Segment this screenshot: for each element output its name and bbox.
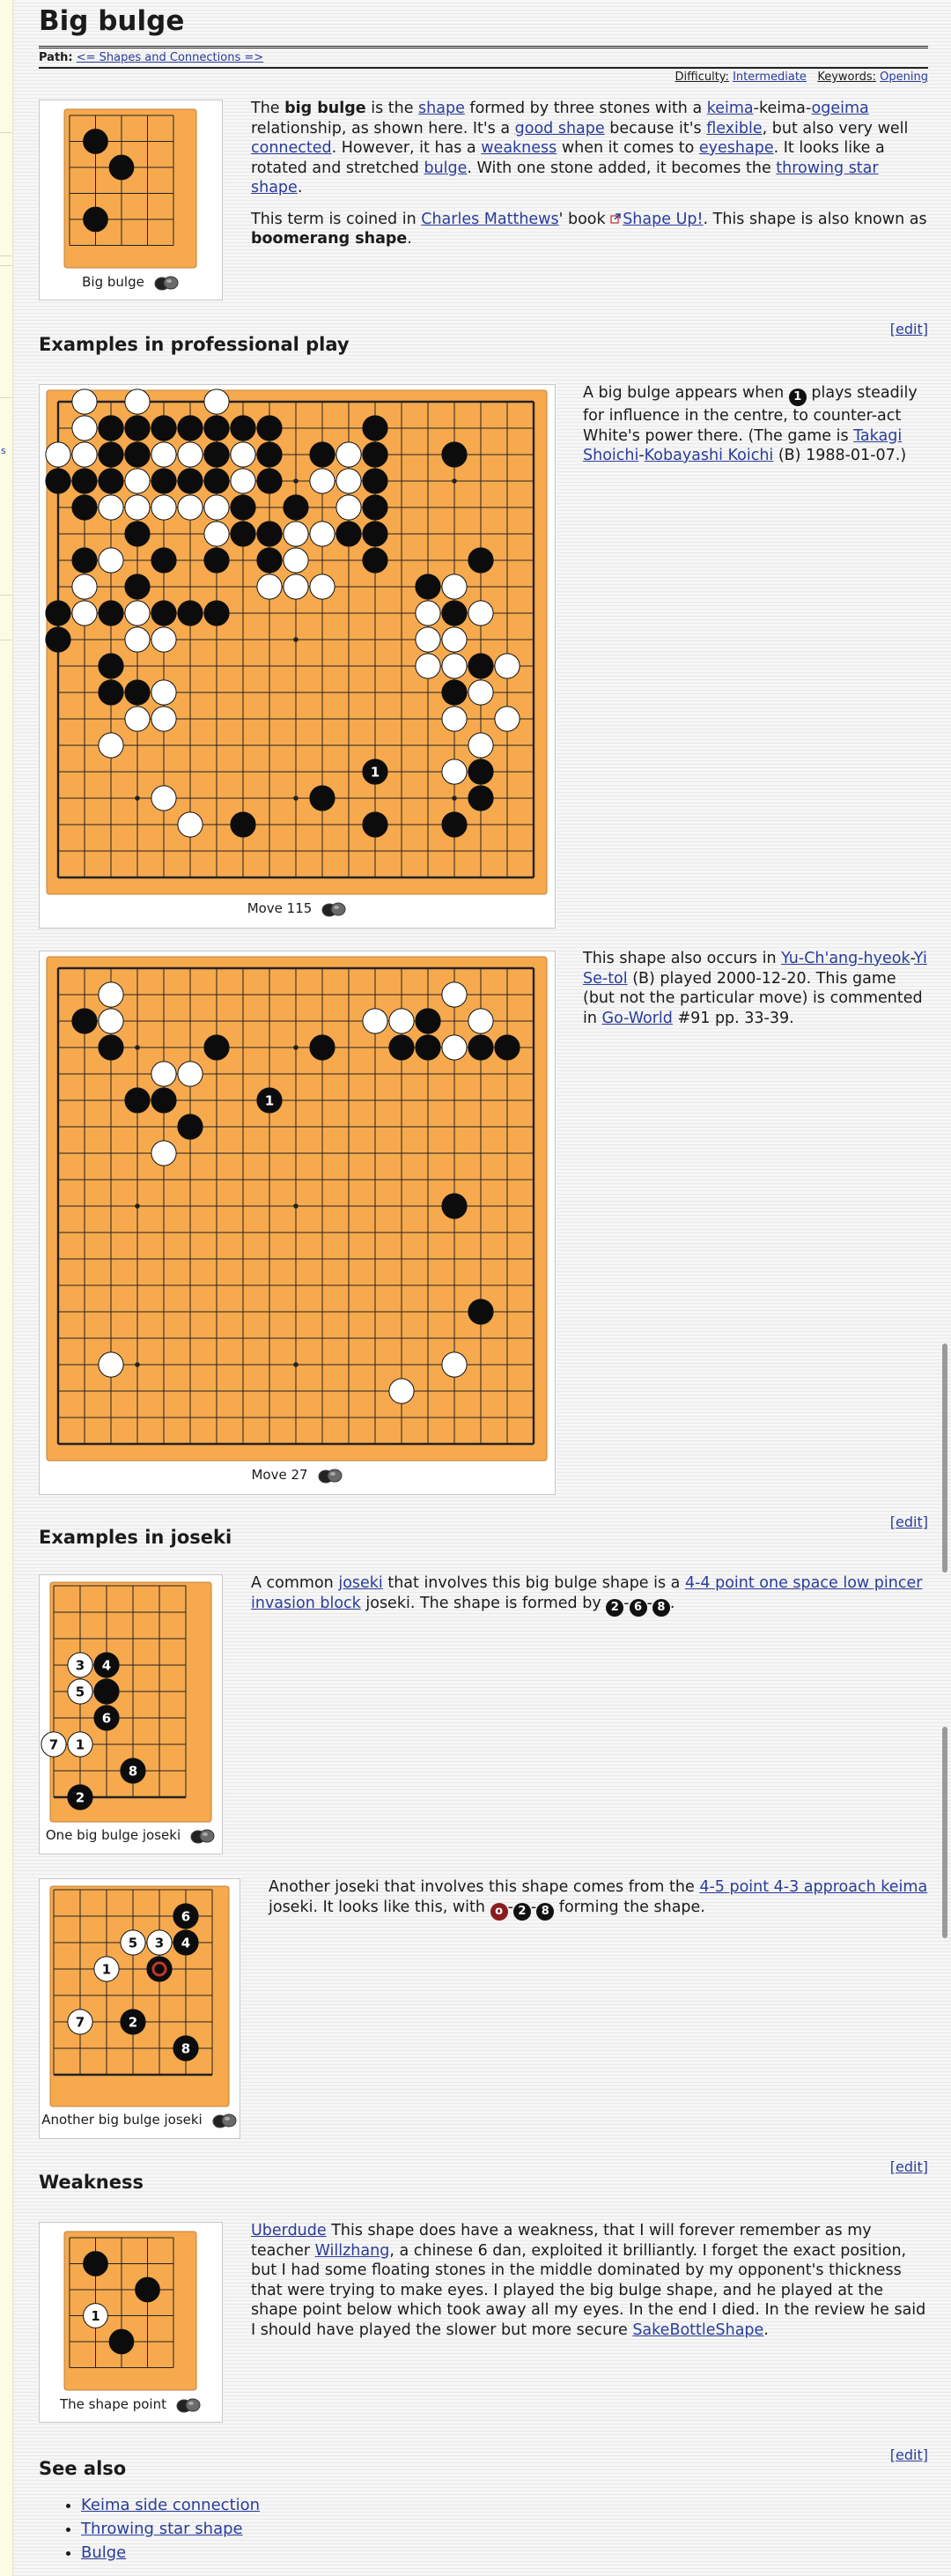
black-stone <box>99 680 123 705</box>
caption-text: Move 27 <box>251 1467 308 1483</box>
wiki-link[interactable]: 4-4 point one space low pincer invasion block <box>251 1574 923 1612</box>
svg-text:5: 5 <box>75 1684 85 1700</box>
wiki-link[interactable]: Uberdude <box>251 2222 327 2239</box>
white-stone <box>178 495 203 520</box>
svg-text:1: 1 <box>91 2308 100 2324</box>
white-stone <box>151 442 176 467</box>
svg-text:5: 5 <box>128 1935 138 1951</box>
breadcrumb <box>39 46 928 69</box>
inline-stone-icon: 8 <box>652 1599 670 1617</box>
white-stone <box>442 1035 467 1060</box>
caption-text: Another big bulge joseki <box>41 2112 203 2128</box>
scrollbar-thumb[interactable] <box>942 1344 947 1573</box>
white-stone <box>310 574 335 599</box>
black-stone <box>257 548 282 573</box>
sidebar-mark <box>0 132 11 266</box>
black-stone <box>468 759 493 784</box>
black-stone <box>468 548 493 573</box>
black-stone <box>416 1035 440 1060</box>
black-stone <box>109 2329 134 2354</box>
black-stone <box>84 207 108 232</box>
white-stone <box>121 1930 145 1955</box>
black-stone <box>99 1035 123 1060</box>
black-stone <box>442 1194 467 1218</box>
diagram-caption <box>40 1827 222 1844</box>
go-board <box>40 2223 222 2395</box>
inline-stone-icon: 8 <box>536 1903 554 1921</box>
black-stone <box>136 2277 160 2302</box>
black-stone <box>468 1035 493 1060</box>
black-stone <box>468 654 493 678</box>
black-stone <box>204 442 229 467</box>
list-item <box>81 2493 260 2517</box>
black-stone <box>284 495 308 520</box>
black-stone <box>173 1930 198 1955</box>
diagram-shape-point <box>39 2222 223 2423</box>
white-stone <box>389 1379 414 1403</box>
white-stone <box>416 627 440 652</box>
diagram-joseki-2 <box>39 1878 240 2139</box>
black-stone <box>121 1758 145 1783</box>
black-stone <box>363 759 387 784</box>
inline-stone-icon: 6 <box>630 1599 647 1617</box>
wiki-link[interactable]: Yi Se-tol <box>583 950 927 988</box>
black-stone <box>363 469 387 493</box>
black-stone <box>310 442 335 467</box>
pro1-paragraph: A big bulge appears when 1 plays steadily for influence in the centre, to counter-act White's power there. (The game is Takagi Shoichi-Kobayashi Koichi (B) 1988-01-07.) <box>583 384 918 464</box>
black-stone <box>94 1706 119 1730</box>
go-stones-icon[interactable] <box>317 1468 343 1484</box>
black-stone <box>204 416 229 440</box>
black-stone <box>416 574 440 599</box>
left-sidebar-strip <box>0 0 13 2576</box>
black-stone <box>72 495 97 520</box>
wiki-link[interactable]: bulge <box>424 159 468 177</box>
black-stone <box>99 601 123 625</box>
wiki-link[interactable]: eyeshape <box>698 139 774 157</box>
black-stone <box>257 442 282 467</box>
svg-text:1: 1 <box>264 1092 275 1109</box>
section-heading-pro: Examples in professional play <box>39 334 350 355</box>
white-stone <box>204 389 229 414</box>
white-stone <box>468 601 493 625</box>
inline-stone-icon: 2 <box>606 1599 623 1617</box>
see-also-list <box>81 2493 260 2565</box>
wiki-link[interactable]: ogeima <box>811 100 869 117</box>
svg-text:8: 8 <box>128 1763 138 1780</box>
wiki-link[interactable]: good shape <box>514 119 605 137</box>
black-stone <box>257 469 282 493</box>
black-stone <box>336 522 361 546</box>
white-stone <box>178 442 203 467</box>
diagram-caption <box>40 900 555 917</box>
weak-text <box>251 2221 928 2351</box>
white-stone <box>84 2304 108 2328</box>
black-stone <box>442 680 467 705</box>
white-stone <box>46 442 70 467</box>
white-stone <box>468 1009 493 1033</box>
white-stone <box>284 574 308 599</box>
black-stone <box>99 654 123 678</box>
external-link-icon <box>610 213 621 224</box>
black-stone <box>389 1035 414 1060</box>
section-heading-joseki: Examples in joseki <box>39 1527 232 1548</box>
svg-text:4: 4 <box>181 1935 191 1951</box>
pro2-text <box>583 949 928 1040</box>
black-stone <box>468 1299 493 1324</box>
svg-text:3: 3 <box>154 1935 165 1951</box>
black-stone <box>363 812 387 837</box>
white-stone <box>72 574 97 599</box>
black-stone <box>125 522 150 546</box>
black-stone <box>151 469 176 493</box>
black-stone <box>125 416 150 440</box>
white-stone <box>336 442 361 467</box>
wiki-link[interactable]: shape <box>418 100 465 117</box>
black-stone <box>178 601 203 625</box>
black-stone <box>310 786 335 811</box>
white-stone <box>99 495 123 520</box>
go-board <box>40 1879 240 2110</box>
white-stone <box>310 469 335 493</box>
white-stone <box>468 680 493 705</box>
black-stone <box>363 495 387 520</box>
white-stone <box>151 1141 176 1166</box>
path-label: Path: <box>39 51 73 64</box>
black-stone <box>178 469 203 493</box>
board-surface <box>47 390 547 894</box>
diagram-joseki-1 <box>39 1574 223 1854</box>
go-stones-icon[interactable] <box>153 275 180 291</box>
black-stone <box>72 1009 97 1033</box>
white-stone <box>495 654 520 678</box>
sidebar-mark <box>0 595 11 640</box>
black-stone <box>231 495 255 520</box>
edit-link[interactable]: [edit] <box>889 321 928 337</box>
go-stones-icon[interactable] <box>211 2113 238 2128</box>
go-stones-icon[interactable] <box>175 2397 202 2413</box>
diagram-pro-move-115 <box>39 384 556 929</box>
black-stone <box>99 469 123 493</box>
svg-text:1: 1 <box>75 1736 85 1753</box>
black-stone <box>416 1009 440 1033</box>
go-board <box>40 1575 222 1825</box>
black-stone <box>442 442 467 467</box>
svg-text:2: 2 <box>128 2014 138 2031</box>
wiki-link[interactable]: Willzhang <box>314 2241 390 2260</box>
white-stone <box>147 1930 172 1955</box>
black-stone <box>99 442 123 467</box>
bold-term: boomerang shape <box>251 230 408 248</box>
black-stone <box>495 1035 520 1060</box>
see-also-link[interactable]: Keima side connection <box>81 2496 261 2514</box>
black-stone <box>46 601 70 625</box>
white-stone <box>151 707 176 731</box>
page-title: Big bulge <box>39 5 185 37</box>
page-meta <box>675 70 929 84</box>
wiki-link[interactable]: flexible <box>706 119 763 137</box>
inline-marked-stone-icon: o <box>490 1903 508 1921</box>
go-stones-icon[interactable] <box>321 901 347 917</box>
white-stone <box>363 1009 387 1033</box>
jos2-text <box>269 1877 928 1932</box>
black-stone <box>178 1114 203 1139</box>
black-stone <box>204 548 229 573</box>
black-stone <box>173 1904 198 1928</box>
board-surface <box>50 1886 229 2106</box>
white-stone <box>72 389 97 414</box>
section-heading-see-also: See also <box>39 2458 127 2479</box>
bold-term: big bulge <box>284 100 366 117</box>
go-board <box>40 951 555 1465</box>
black-stone <box>178 416 203 440</box>
white-stone <box>442 982 467 1007</box>
white-stone <box>204 495 229 520</box>
black-stone <box>442 601 467 625</box>
white-stone <box>125 627 150 652</box>
white-stone <box>125 707 150 731</box>
white-stone <box>284 522 308 546</box>
white-stone <box>99 1352 123 1377</box>
go-stones-icon[interactable] <box>189 1828 216 1844</box>
white-stone <box>442 627 467 652</box>
jos2-paragraph: Another joseki that involves this shape comes from the 4-5 point 4-3 approach keima joseki. It looks like this, with o - 2 - 8 forming the shape. <box>269 1877 928 1921</box>
black-stone <box>68 1785 92 1810</box>
list-item <box>81 2517 260 2541</box>
white-stone <box>336 469 361 493</box>
black-stone <box>231 416 255 440</box>
black-stone <box>147 1957 172 1981</box>
white-stone <box>151 680 176 705</box>
white-stone <box>442 654 467 678</box>
black-stone <box>46 469 70 493</box>
diagram-caption <box>40 274 222 291</box>
wiki-link[interactable]: Kobayashi Koichi <box>644 447 774 464</box>
white-stone <box>99 733 123 758</box>
black-stone <box>468 786 493 811</box>
weak-paragraph: Uberdude This shape does have a weakness, that I will forever remember as my teacher Willzhang, a chinese 6 dan, exploited it brilliantly. I forget the exact position, but I had some floating stones in the middle dominated by my opponent's thickness that were trying to make eyes. I played the big bulge shape, and he played at the shape point below which took away all my eyes. In the end I died. In the review he said I should have played the slower but more secure SakeBottleShape. <box>251 2222 926 2339</box>
pro1-text <box>583 383 928 477</box>
inline-stone-icon: 1 <box>789 389 807 406</box>
white-stone <box>125 469 150 493</box>
white-stone <box>178 1062 203 1086</box>
keyword-link[interactable]: Opening <box>880 70 928 84</box>
black-stone <box>125 574 150 599</box>
white-stone <box>151 1062 176 1086</box>
white-stone <box>41 1732 66 1757</box>
svg-text:3: 3 <box>75 1657 85 1674</box>
see-also-link[interactable]: Bulge <box>81 2543 127 2562</box>
white-stone <box>125 495 150 520</box>
intro-paragraph: This term is coined in Charles Matthews' book Shape Up!. This shape is also known as boomerang shape. <box>251 210 927 248</box>
wiki-link[interactable]: keima <box>706 100 754 117</box>
white-stone <box>72 442 97 467</box>
white-stone <box>416 654 440 678</box>
black-stone <box>72 548 97 573</box>
black-stone <box>84 130 108 154</box>
list-item <box>81 2541 260 2565</box>
wiki-link[interactable]: Shape Up! <box>610 211 703 228</box>
white-stone <box>257 574 282 599</box>
jos1-paragraph: A common joseki that involves this big bulge shape is a 4-4 point one space low pincer invasion block joseki. The shape is formed by 2 - 6 - 8 . <box>251 1573 928 1617</box>
sidebar-mark <box>0 255 11 398</box>
caption-text: Big bulge <box>82 274 144 290</box>
wiki-link[interactable]: SakeBottleShape <box>632 2321 764 2339</box>
white-stone <box>442 707 467 731</box>
black-stone <box>204 601 229 625</box>
diagram-caption <box>40 2396 222 2413</box>
black-stone <box>94 1653 119 1677</box>
edit-link[interactable]: [edit] <box>889 2446 928 2463</box>
see-also-link[interactable]: Throwing star shape <box>81 2520 243 2538</box>
wiki-link[interactable]: Yu-Ch'ang-hyeok <box>781 950 910 967</box>
diagram-big-bulge <box>39 100 223 300</box>
white-stone <box>495 707 520 731</box>
svg-text:8: 8 <box>181 2040 191 2057</box>
jos1-text <box>251 1573 928 1628</box>
black-stone <box>46 627 70 652</box>
difficulty-link[interactable]: Intermediate <box>733 70 807 84</box>
black-stone <box>121 2010 145 2034</box>
white-stone <box>442 574 467 599</box>
white-stone <box>416 601 440 625</box>
black-stone <box>109 155 134 180</box>
black-stone <box>151 548 176 573</box>
wiki-link[interactable]: Takagi Shoichi <box>583 426 903 464</box>
black-stone <box>257 416 282 440</box>
black-stone <box>125 1088 150 1113</box>
black-stone <box>231 812 255 837</box>
caption-text: One big bulge joseki <box>45 1827 181 1843</box>
black-stone <box>173 2036 198 2061</box>
black-stone <box>204 469 229 493</box>
wiki-link[interactable]: weakness <box>481 139 557 157</box>
white-stone <box>68 1653 92 1677</box>
white-stone <box>284 548 308 573</box>
black-stone <box>363 522 387 546</box>
black-stone <box>94 1679 119 1704</box>
white-stone <box>68 1679 92 1704</box>
svg-text:7: 7 <box>75 2014 85 2031</box>
white-stone <box>151 627 176 652</box>
diagram-caption <box>40 2112 240 2128</box>
white-stone <box>99 982 123 1007</box>
sidebar-link-fragment[interactable]: s <box>1 445 6 456</box>
black-stone <box>151 601 176 625</box>
black-stone <box>231 522 255 546</box>
svg-text:2: 2 <box>75 1789 85 1806</box>
caption-text: Move 115 <box>247 900 313 916</box>
white-stone <box>68 1732 92 1757</box>
wiki-link[interactable]: joseki <box>338 1574 383 1592</box>
black-stone <box>363 548 387 573</box>
svg-text:6: 6 <box>181 1908 191 1925</box>
white-stone <box>231 469 255 493</box>
black-stone <box>125 442 150 467</box>
board-surface <box>64 109 196 268</box>
diagram-pro-move-27 <box>39 951 556 1495</box>
board-surface <box>47 957 547 1461</box>
svg-text:1: 1 <box>370 764 380 781</box>
white-stone <box>68 2010 92 2034</box>
go-board <box>40 385 555 899</box>
svg-text:6: 6 <box>101 1710 112 1727</box>
pro2-paragraph: This shape also occurs in Yu-Ch'ang-hyeok-Yi Se-tol (B) played 2000-12-20. This game (but not the particular move) is commented in Go-World #91 pp. 33-39. <box>583 950 927 1027</box>
white-stone <box>442 1352 467 1377</box>
white-stone <box>151 495 176 520</box>
white-stone <box>468 733 493 758</box>
black-stone <box>72 469 97 493</box>
svg-text:4: 4 <box>101 1657 112 1674</box>
white-stone <box>151 786 176 811</box>
scrollbar-thumb[interactable] <box>942 1727 947 1938</box>
white-stone <box>72 416 97 440</box>
diagram-caption <box>40 1467 555 1484</box>
black-stone <box>99 416 123 440</box>
wiki-link[interactable]: 4-5 point 4-3 approach keima <box>699 1878 928 1896</box>
black-stone <box>204 1035 229 1060</box>
white-stone <box>99 1009 123 1033</box>
white-stone <box>99 548 123 573</box>
edit-link[interactable]: [edit] <box>889 2158 928 2175</box>
white-stone <box>125 389 150 414</box>
black-stone <box>363 416 387 440</box>
white-stone <box>442 759 467 784</box>
white-stone <box>94 1957 119 1981</box>
keywords-label: Keywords: <box>817 70 877 84</box>
black-stone <box>442 812 467 837</box>
black-stone <box>310 1035 335 1060</box>
svg-text:1: 1 <box>101 1961 112 1978</box>
wiki-link[interactable]: Charles Matthews <box>421 210 559 228</box>
section-heading-weakness: Weakness <box>39 2172 144 2193</box>
white-stone <box>336 495 361 520</box>
edit-link[interactable]: [edit] <box>889 1514 928 1530</box>
white-stone <box>310 522 335 546</box>
black-stone <box>84 2252 108 2276</box>
wiki-link[interactable]: throwing star shape <box>251 159 879 196</box>
white-stone <box>178 812 203 837</box>
white-stone <box>231 442 255 467</box>
white-stone <box>389 1009 414 1033</box>
inline-stone-icon: 2 <box>513 1903 531 1921</box>
white-stone <box>204 522 229 546</box>
white-stone <box>125 601 150 625</box>
difficulty-label: Difficulty: <box>675 70 729 84</box>
black-stone <box>257 522 282 546</box>
path-link[interactable]: <= Shapes and Connections => <box>76 51 264 64</box>
black-stone <box>151 416 176 440</box>
caption-text: The shape point <box>60 2396 166 2412</box>
wiki-link[interactable]: Go-World <box>601 1009 673 1027</box>
white-stone <box>72 601 97 625</box>
go-board <box>40 100 222 272</box>
black-stone <box>151 1088 176 1113</box>
black-stone <box>125 680 150 705</box>
intro-text <box>251 99 928 261</box>
black-stone <box>363 442 387 467</box>
svg-text:7: 7 <box>48 1736 59 1753</box>
black-stone <box>257 1088 282 1113</box>
wiki-link[interactable]: connected <box>251 139 332 157</box>
intro-paragraph: The big bulge is the shape formed by three stones with a keima-keima-ogeima relationship, as shown here. It's a good shape because it's flexible, but also very well connected. However, it has a weakness when it comes to eyeshape. It looks like a rotated and stretched bulge. With one stone added, it becomes the throwing star shape. <box>251 100 909 196</box>
